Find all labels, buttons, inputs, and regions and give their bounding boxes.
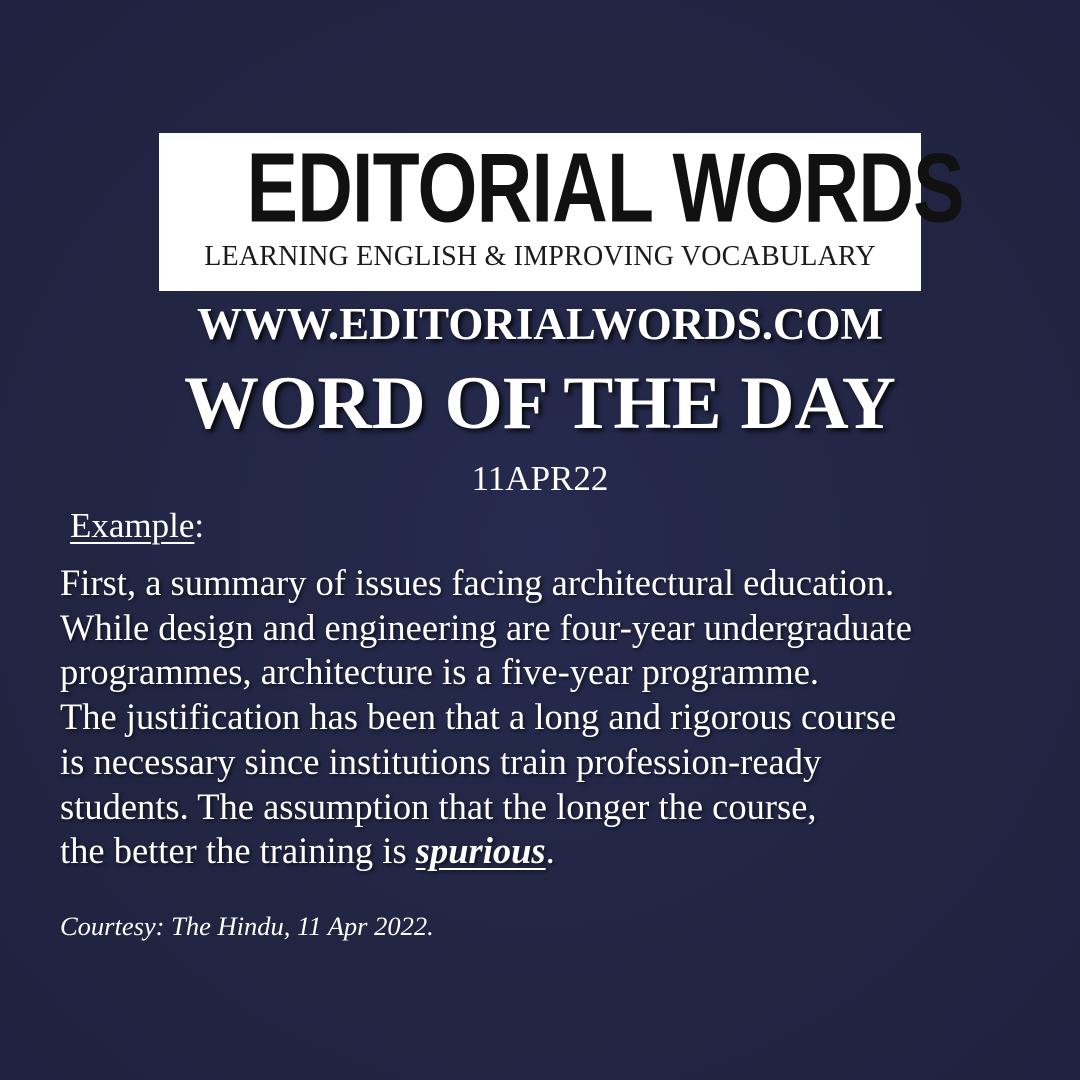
website-url: WWW.EDITORIALWORDS.COM bbox=[197, 299, 883, 349]
logo-box bbox=[159, 133, 964, 291]
logo-title: EDITORIAL WORDS bbox=[246, 133, 964, 243]
passage-line: is necessary since institutions train profession-ready bbox=[60, 740, 822, 782]
last-line-suffix: . bbox=[545, 830, 555, 872]
passage-last-line bbox=[60, 829, 1070, 874]
logo-subtitle: LEARNING ENGLISH & IMPROVING VOCABULARY bbox=[204, 241, 876, 272]
passage-line: While design and engineering are four-year undergraduate bbox=[60, 606, 912, 648]
passage-line: First, a summary of issues facing architectural education. bbox=[60, 562, 895, 603]
passage-line: The justification has been that a long and rigorous course bbox=[60, 696, 897, 738]
last-line-prefix: the better the training is bbox=[60, 830, 416, 872]
courtesy-note: Courtesy: The Hindu, 11 Apr 2022. bbox=[60, 911, 434, 941]
page-title: WORD OF THE DAY bbox=[184, 362, 896, 445]
example-label-colon: : bbox=[194, 506, 205, 545]
passage-line: students. The assumption that the longer the course, bbox=[60, 785, 817, 827]
date-code: 11APR22 bbox=[471, 459, 609, 498]
example-label-text: Example bbox=[70, 506, 195, 545]
passage-line: programmes, architecture is a five-year programme. bbox=[60, 651, 820, 693]
example-label bbox=[70, 507, 204, 546]
keyword: spurious bbox=[415, 830, 546, 872]
example-passage bbox=[60, 561, 1070, 874]
